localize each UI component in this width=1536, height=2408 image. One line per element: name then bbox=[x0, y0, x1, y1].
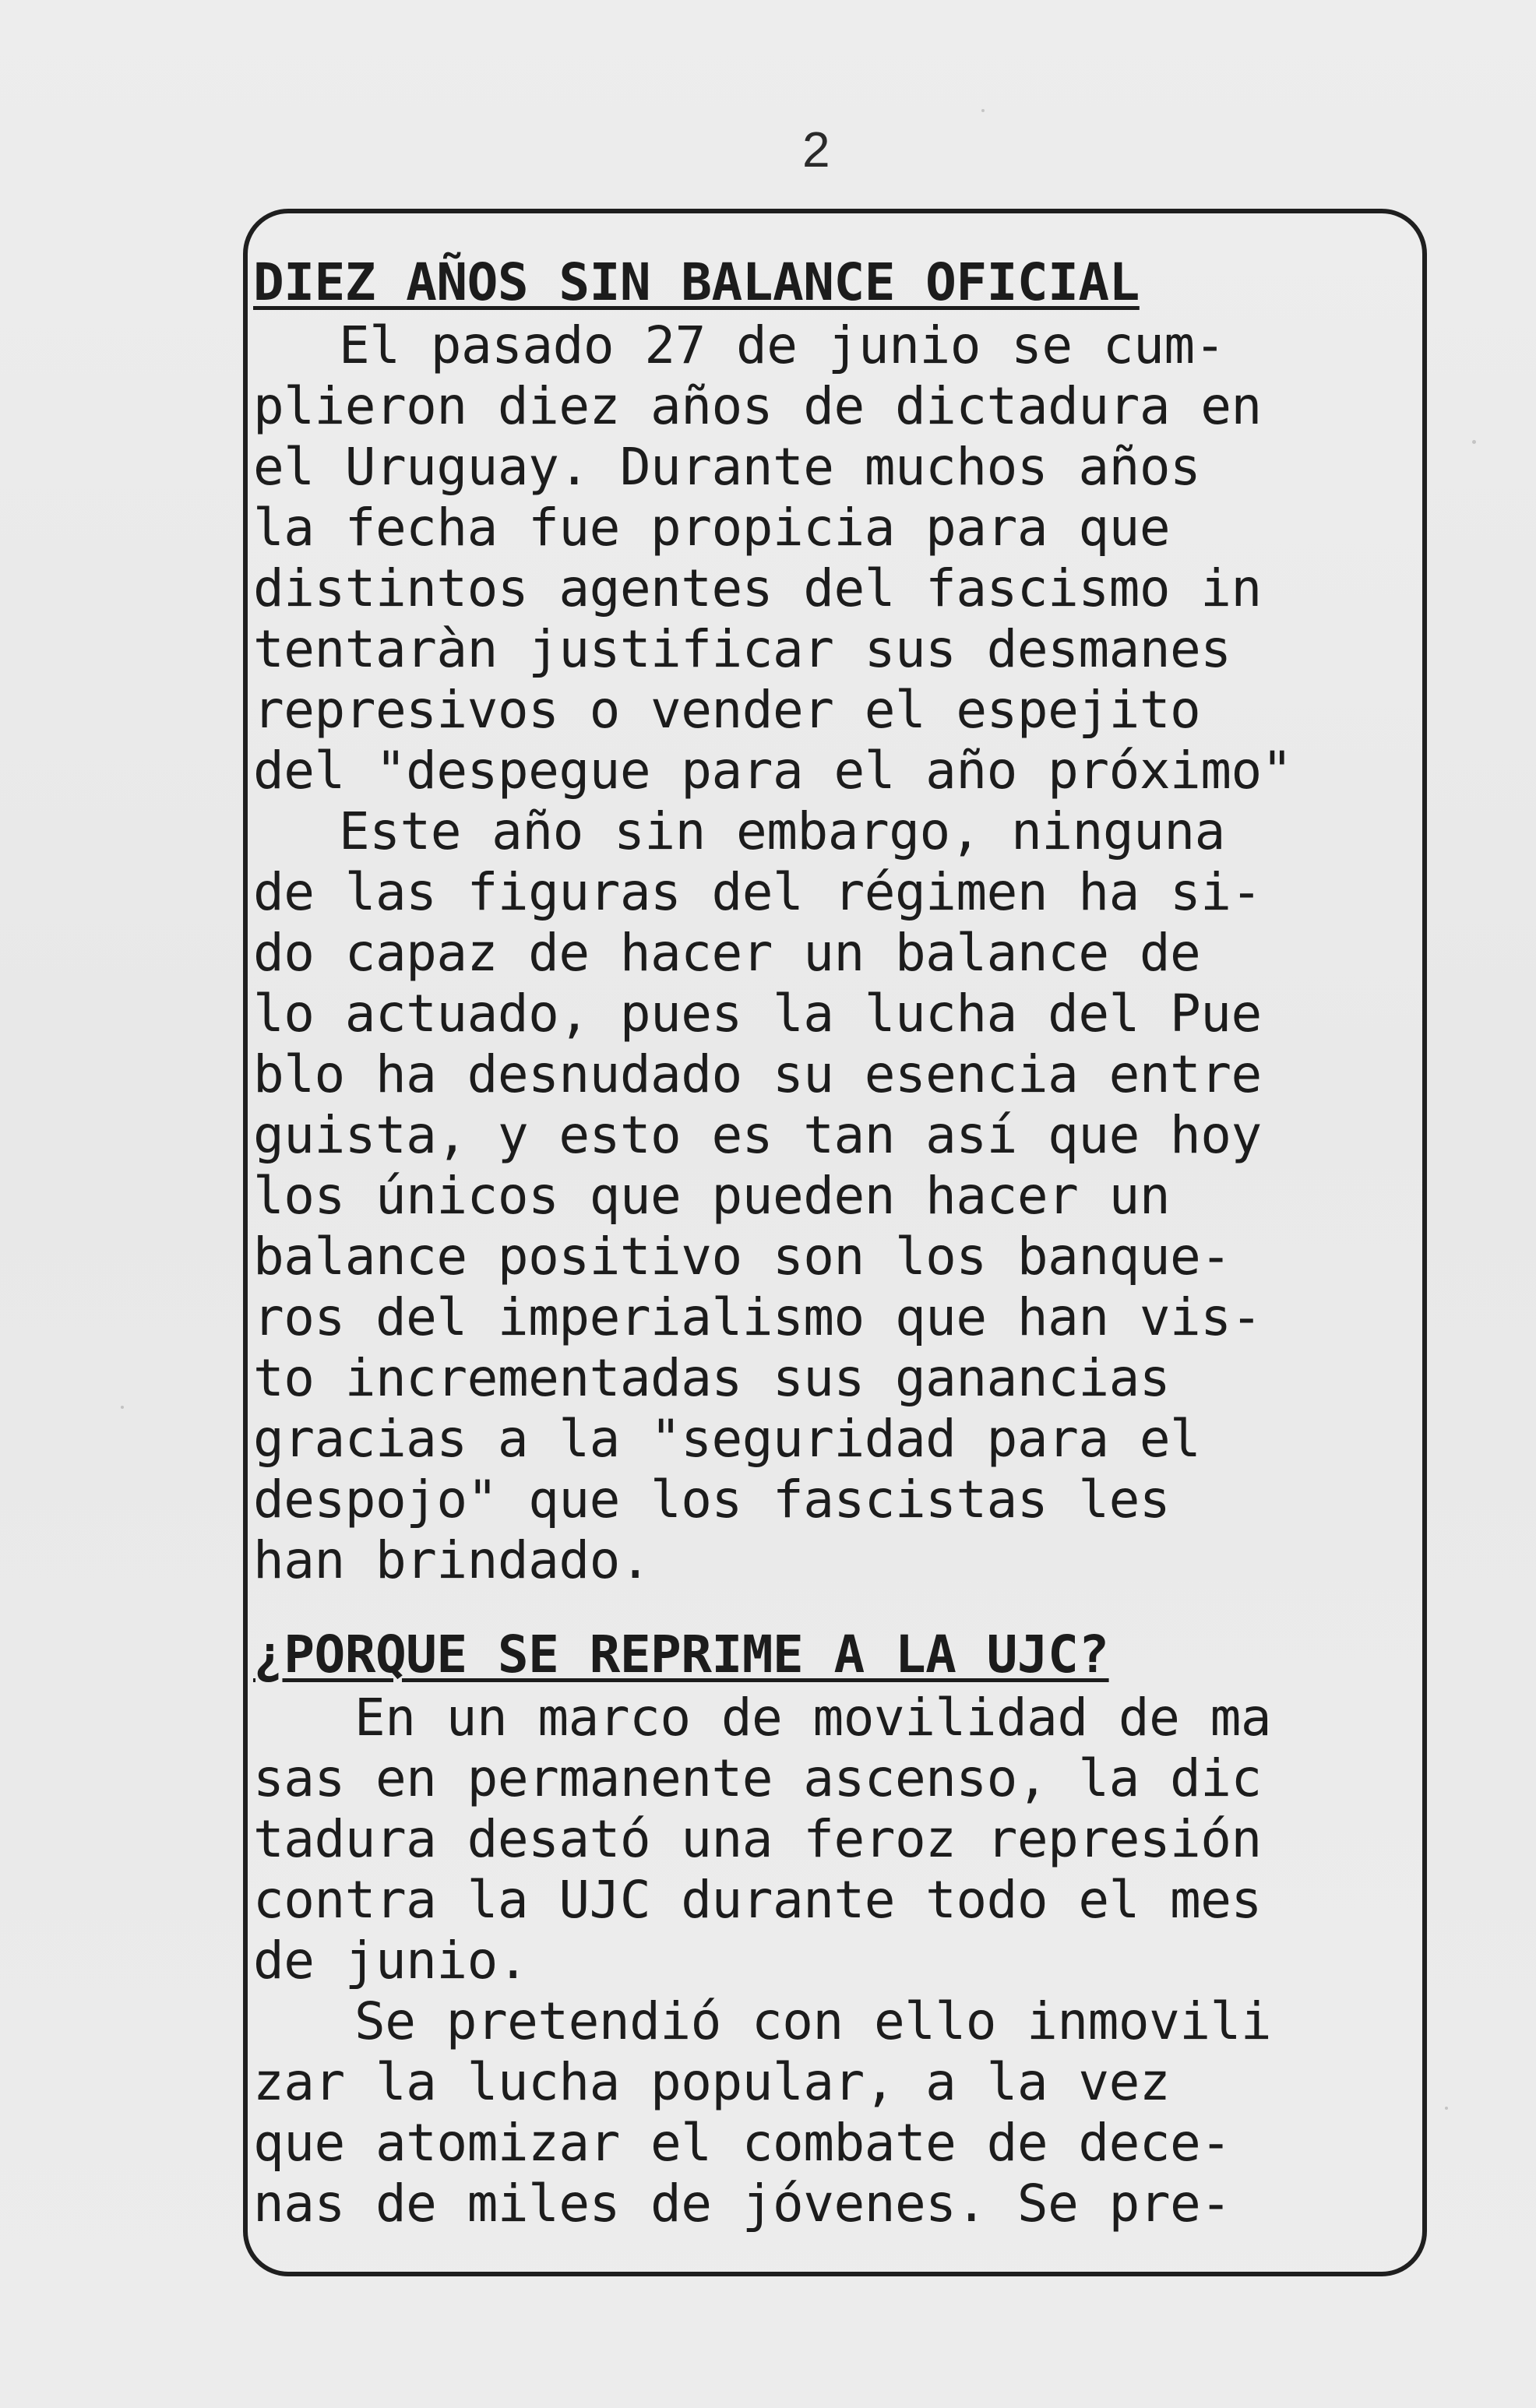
paragraph-line: Este año sin embargo, ninguna bbox=[339, 801, 1225, 861]
paragraph-line: blo ha desnudado su esencia entre bbox=[253, 1044, 1262, 1104]
paragraph-line: tadura desató una feroz represión bbox=[253, 1809, 1262, 1869]
paragraph-line: despojo" que los fascistas les bbox=[253, 1470, 1171, 1530]
scan-speck bbox=[1445, 2107, 1448, 2110]
paragraph-line: han brindado. bbox=[253, 1530, 651, 1590]
section-title-text: ¿PORQUE SE REPRIME A LA UJC? bbox=[253, 1625, 1109, 1685]
page-number: 2 bbox=[802, 121, 830, 178]
paragraph-line: que atomizar el combate de dece- bbox=[253, 2113, 1231, 2173]
scan-speck bbox=[981, 109, 985, 112]
paragraph-line: guista, y esto es tan así que hoy bbox=[253, 1105, 1262, 1165]
paragraph-line: do capaz de hacer un balance de bbox=[253, 923, 1201, 983]
scan-speck bbox=[1472, 440, 1476, 444]
paragraph-line: del "despegue para el año próximo" bbox=[253, 741, 1293, 801]
section-body-diez-anos bbox=[253, 315, 1414, 1591]
paragraph-line: el Uruguay. Durante muchos años bbox=[253, 437, 1201, 497]
paragraph-line: gracias a la "seguridad para el bbox=[253, 1409, 1201, 1469]
paragraph-line: los únicos que pueden hacer un bbox=[253, 1166, 1171, 1226]
paragraph-line: to incrementadas sus ganancias bbox=[253, 1348, 1171, 1408]
paragraph-line: distintos agentes del fascismo in bbox=[253, 558, 1262, 618]
paragraph-line: contra la UJC durante todo el mes bbox=[253, 1870, 1262, 1930]
section-title-ujc bbox=[253, 1625, 1414, 1685]
paragraph-line: de junio. bbox=[253, 1931, 529, 1991]
paragraph-line: El pasado 27 de junio se cum- bbox=[339, 315, 1225, 375]
paragraph-line: tentaràn justificar sus desmanes bbox=[253, 619, 1231, 679]
paragraph-line: la fecha fue propicia para que bbox=[253, 498, 1171, 558]
paragraph-line: ros del imperialismo que han vis- bbox=[253, 1287, 1262, 1347]
paragraph-line: nas de miles de jóvenes. Se pre- bbox=[253, 2174, 1231, 2234]
scan-speck bbox=[121, 1406, 124, 1409]
paragraph-line: zar la lucha popular, a la vez bbox=[253, 2052, 1171, 2112]
paragraph-line: de las figuras del régimen ha si- bbox=[253, 862, 1262, 922]
paragraph-line: lo actuado, pues la lucha del Pue bbox=[253, 984, 1262, 1044]
paragraph-line: sas en permanente ascenso, la dic bbox=[253, 1748, 1262, 1808]
paragraph-line: balance positivo son los banque- bbox=[253, 1227, 1231, 1287]
section-title-diez-anos bbox=[253, 252, 1414, 313]
section-title-text: DIEZ AÑOS SIN BALANCE OFICIAL bbox=[253, 252, 1140, 312]
paragraph-line: represivos o vender el espejito bbox=[253, 680, 1201, 740]
paragraph-line: En un marco de movilidad de ma bbox=[354, 1688, 1272, 1748]
paragraph-line: plieron diez años de dictadura en bbox=[253, 376, 1262, 436]
paragraph-line: Se pretendió con ello inmovili bbox=[354, 1991, 1272, 2051]
section-body-ujc bbox=[253, 1688, 1414, 2234]
